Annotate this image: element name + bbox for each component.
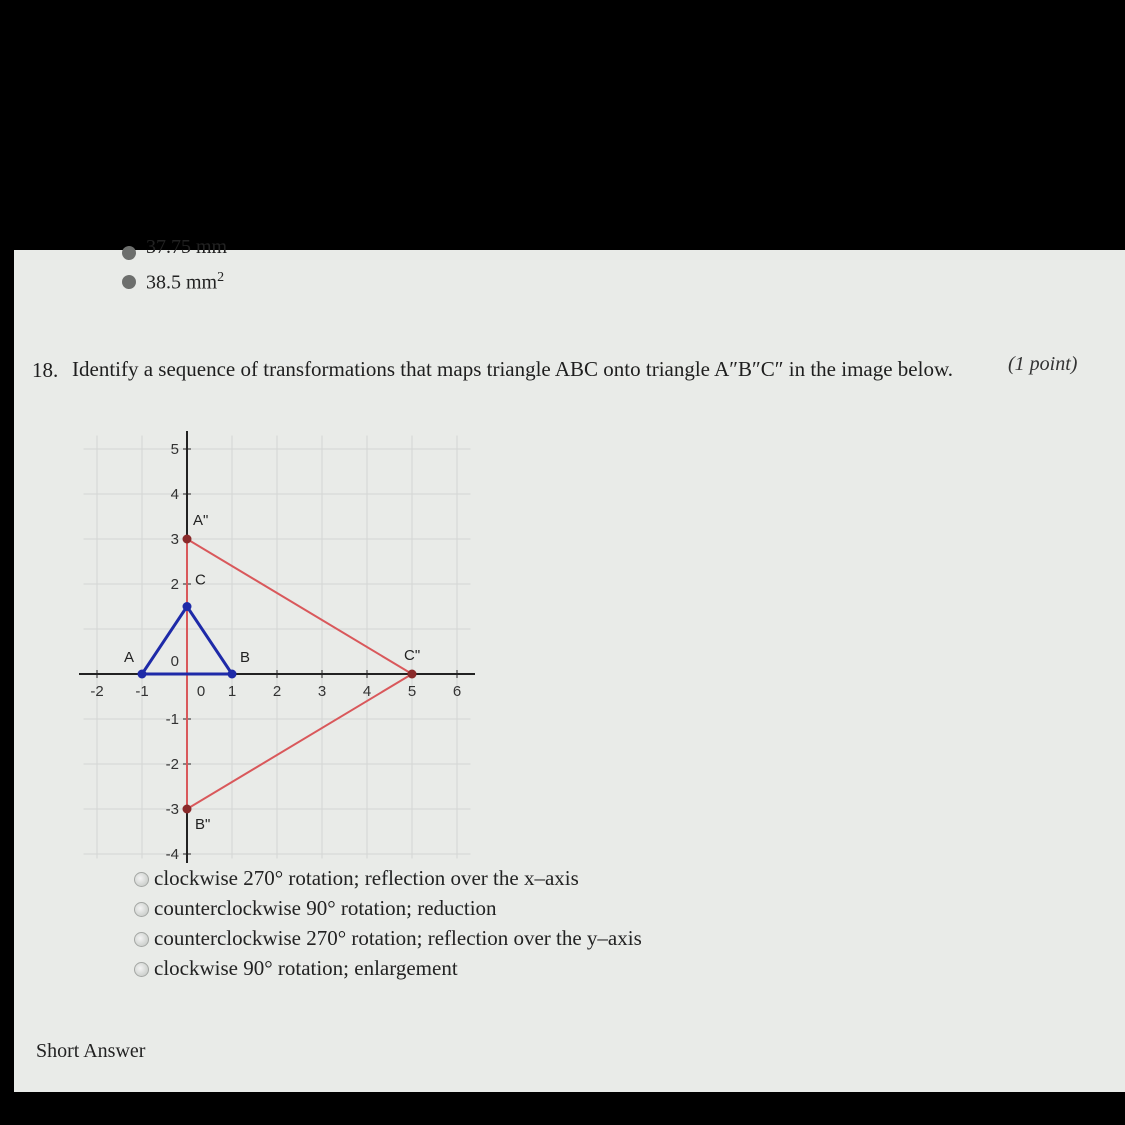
- vertex-image-0: [183, 535, 192, 544]
- quiz-screen: [14, 236, 1125, 1092]
- radio-option-2[interactable]: [134, 902, 149, 917]
- previous-answer-sup: 2: [217, 270, 225, 285]
- vertex-label-abc-0: A: [124, 649, 135, 666]
- coordinate-graph: [84, 441, 504, 863]
- question-points: (1 point): [1008, 353, 1078, 375]
- previous-answer-cut-text: 37.75 mm: [146, 236, 228, 258]
- y-tick-label: -3: [165, 801, 179, 818]
- x-tick-label: 6: [452, 683, 462, 700]
- previous-answer-text: 38.5 mm: [146, 271, 218, 294]
- question-text: Identify a sequence of transformations that maps triangle ABC onto triangle A″B″C″ in the image below.: [72, 357, 954, 381]
- x-tick-label: 5: [407, 683, 417, 700]
- origin-label: 0: [170, 653, 179, 670]
- x-tick-label: 3: [317, 683, 327, 700]
- y-tick-label: -4: [165, 846, 179, 863]
- section-heading-short-answer: Short Answer: [36, 1040, 146, 1062]
- vertex-abc-1: [228, 670, 237, 679]
- vertex-label-image-0: A": [193, 512, 209, 529]
- radio-previous-cut[interactable]: [122, 246, 136, 260]
- x-tick-label: -1: [135, 683, 149, 700]
- option-4-label: clockwise 90° rotation; enlargement: [154, 956, 458, 980]
- question-number: 18.: [32, 358, 59, 382]
- y-tick-label: 5: [170, 441, 179, 458]
- y-tick-label: 4: [170, 486, 179, 503]
- y-tick-label: 2: [170, 576, 179, 593]
- vertex-label-image-2: C": [404, 647, 421, 664]
- option-3-label: counterclockwise 270° rotation; reflection over the y–axis: [154, 926, 642, 950]
- vertex-label-abc-2: C: [195, 571, 206, 589]
- y-tick-label: 3: [170, 531, 179, 548]
- radio-option-3[interactable]: [134, 932, 149, 947]
- x-tick-label: 2: [272, 683, 282, 700]
- radio-selected[interactable]: [122, 275, 136, 289]
- x-tick-label: 4: [362, 683, 372, 700]
- radio-option-4[interactable]: [134, 962, 149, 977]
- vertex-abc-2: [183, 602, 192, 611]
- option-1-label: clockwise 270° rotation; reflection over the x–axis: [154, 866, 579, 890]
- vertex-label-abc-1: B: [240, 649, 251, 666]
- y-tick-label: -1: [165, 711, 179, 728]
- vertex-image-1: [183, 805, 192, 814]
- previous-answer-cut-off: [122, 236, 252, 256]
- x-tick-label: 0: [196, 683, 206, 700]
- x-tick-label: 1: [227, 683, 237, 700]
- radio-option-1[interactable]: [134, 872, 149, 887]
- x-tick-label: -2: [90, 683, 104, 700]
- y-tick-label: -2: [165, 756, 179, 773]
- vertex-abc-0: [138, 670, 147, 679]
- vertex-image-2: [408, 670, 417, 679]
- vertex-label-image-1: B": [195, 816, 211, 833]
- option-2-label: counterclockwise 90° rotation; reduction: [154, 896, 497, 920]
